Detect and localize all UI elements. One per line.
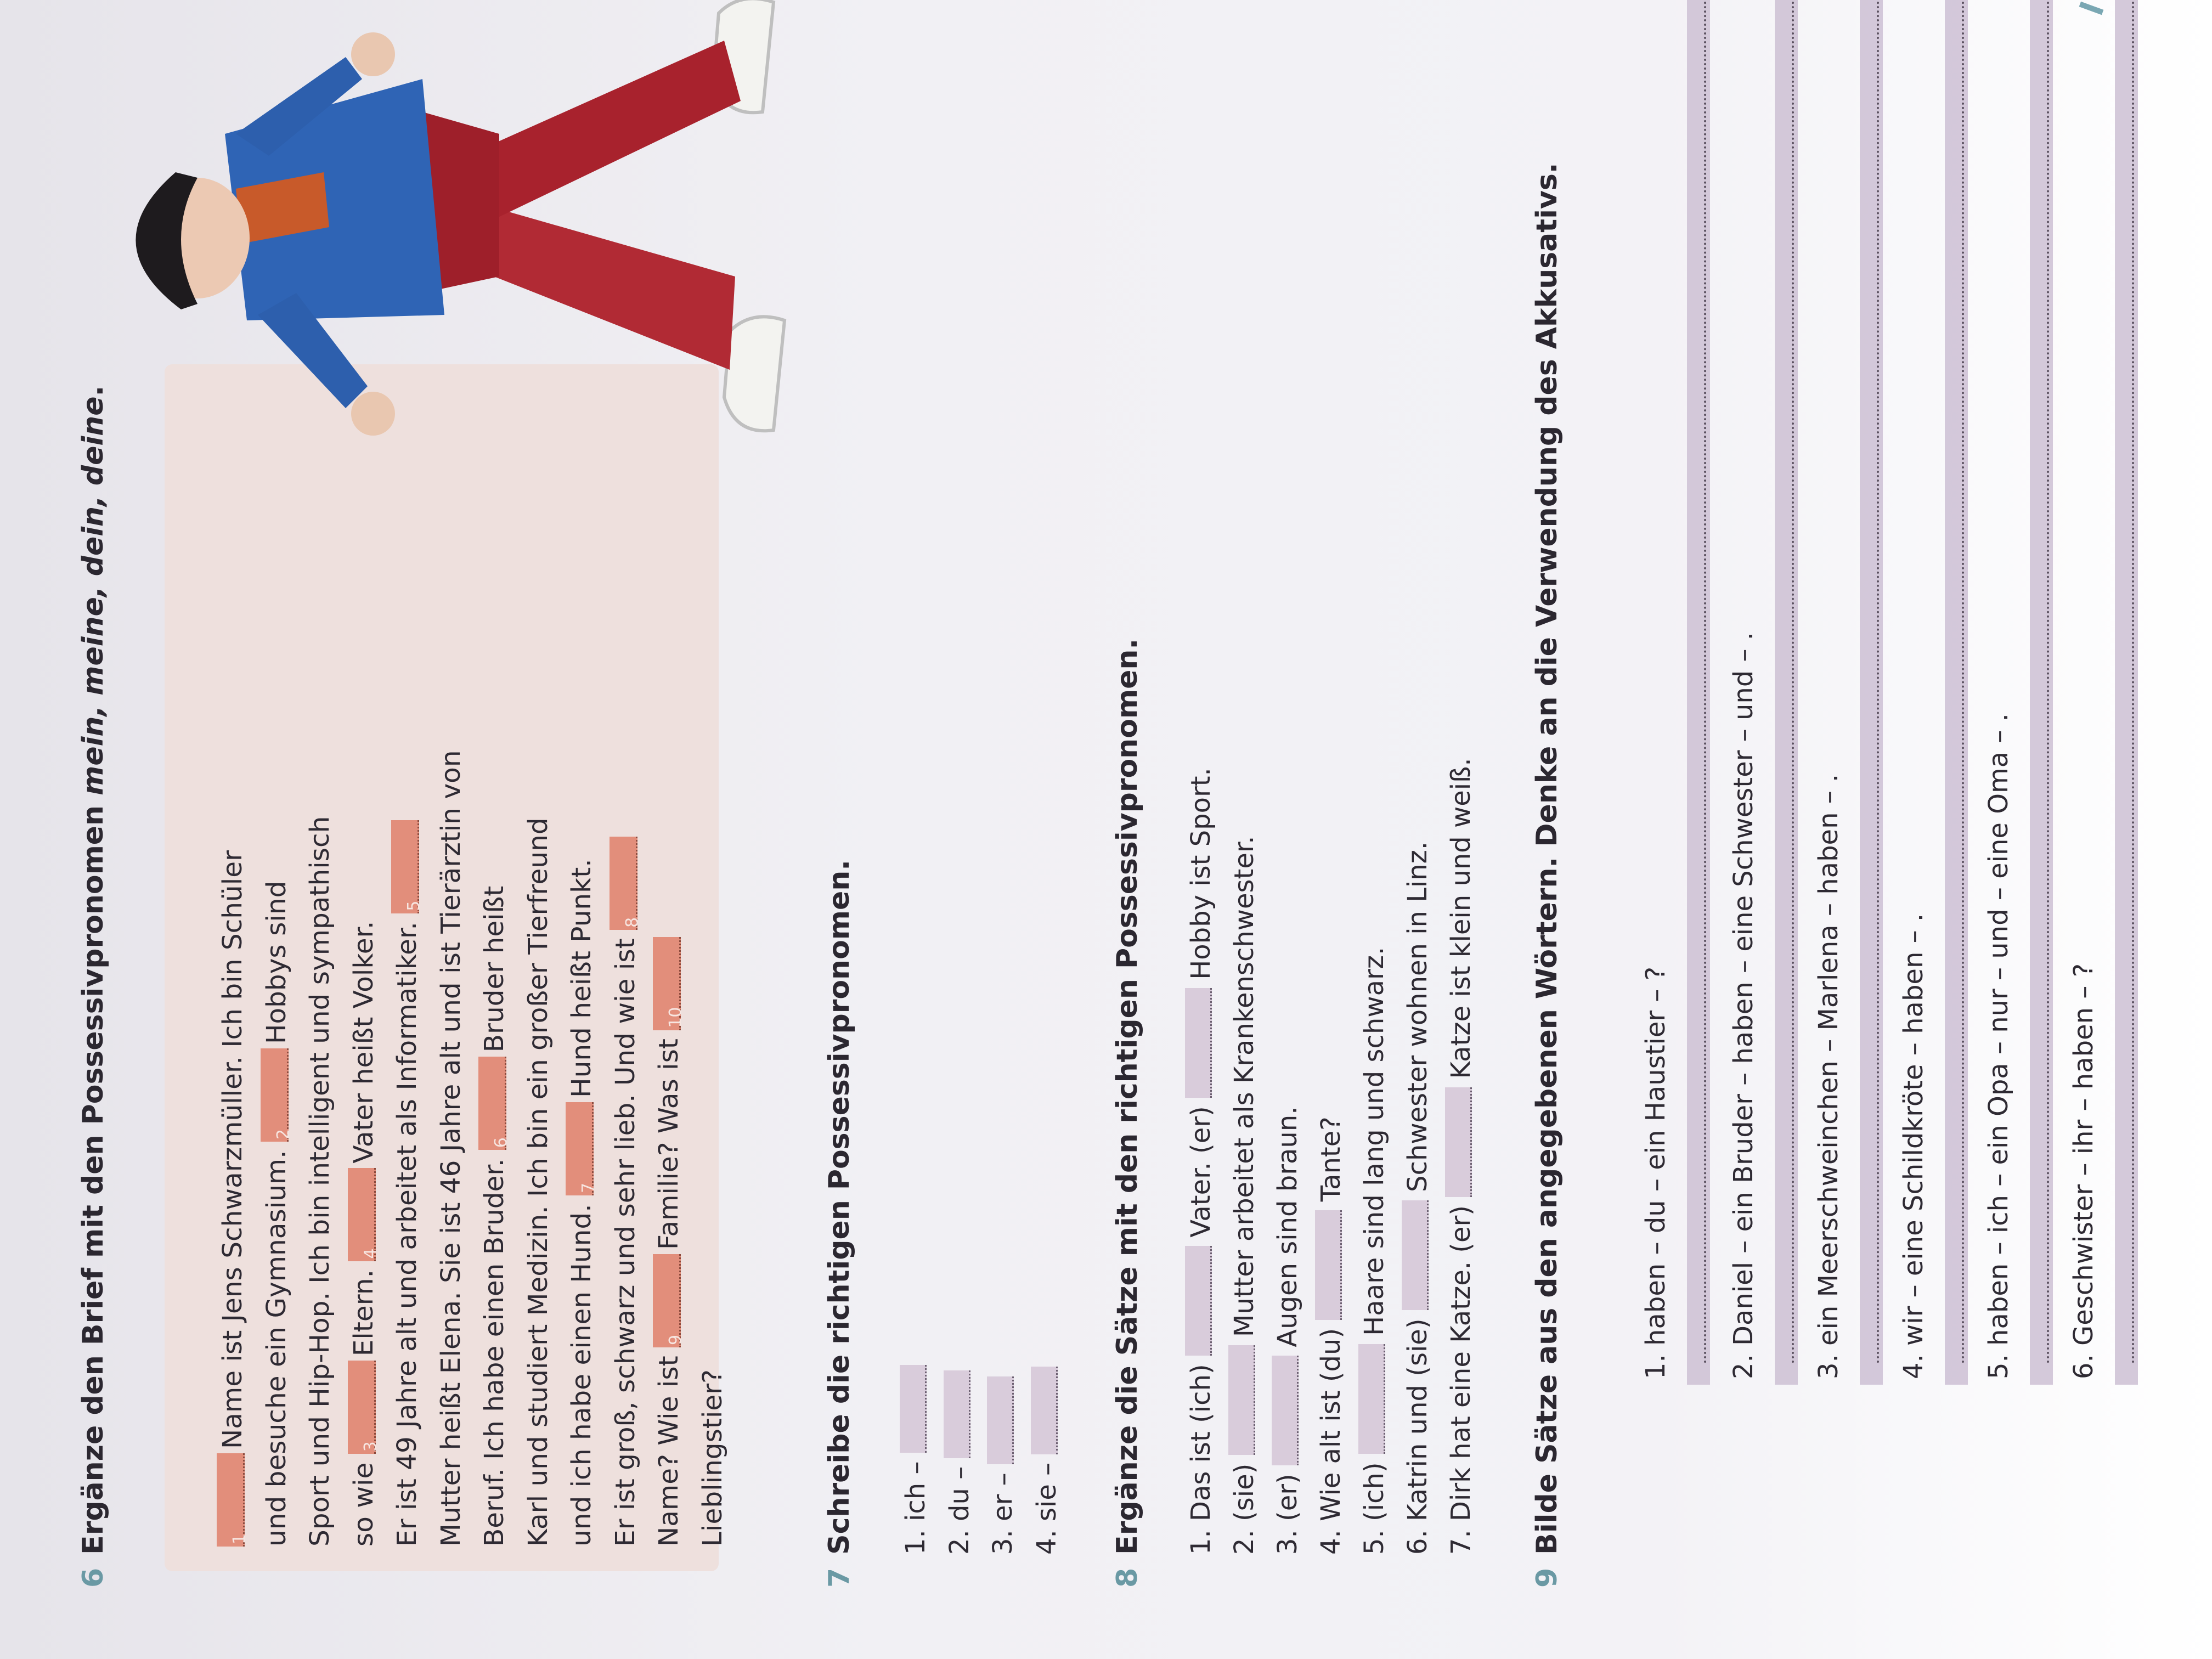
exercise-8-list: [1180, 758, 1483, 1555]
exercise-9-number: 9: [1531, 1567, 1564, 1588]
list-item: [1396, 758, 1440, 1555]
letter-text-span: und ich habe einen Hund.: [566, 1204, 597, 1547]
item-text: 2. (sie): [1229, 1463, 1260, 1555]
letter-text-span: Karl und studiert Medizin. Ich bin ein großer Tierfreund: [522, 817, 554, 1547]
exercise-7-heading: [823, 860, 856, 1588]
gap-number: 1: [230, 1533, 249, 1544]
answer-gap[interactable]: [1185, 988, 1212, 1098]
answer-gap[interactable]: [478, 1057, 511, 1150]
item-text: Hobby ist Sport.: [1186, 768, 1216, 980]
answer-bar[interactable]: [1687, 0, 1710, 1385]
exercise-6-title-end: .: [77, 385, 110, 397]
answer-line[interactable]: [1877, 0, 1879, 1363]
answer-bar[interactable]: [2030, 0, 2053, 1385]
answer-gap[interactable]: [566, 1102, 598, 1195]
answer-bar[interactable]: [2115, 0, 2138, 1385]
exercise-8-title: Ergänze die Sätze mit den richtigen Possessivpronomen.: [1111, 638, 1144, 1555]
list-item: [981, 1365, 1025, 1555]
answer-gap[interactable]: [391, 820, 424, 913]
answer-gap[interactable]: [653, 937, 685, 1030]
gap-number: 4: [360, 1248, 380, 1259]
item-text: Augen sind braun.: [1272, 1106, 1303, 1347]
item-text: 1. Das ist (ich): [1186, 1364, 1216, 1555]
list-item: [1353, 758, 1396, 1555]
answer-gap[interactable]: [1272, 1356, 1299, 1465]
answer-gap[interactable]: [610, 837, 642, 930]
answer-gap[interactable]: [348, 1361, 380, 1454]
answer-gap[interactable]: [944, 1370, 970, 1458]
hip-hop-dancer-illustration: [115, 0, 823, 551]
answer-gap[interactable]: [653, 1254, 685, 1347]
exercise-7-number: 7: [823, 1567, 856, 1588]
list-item: [1180, 758, 1223, 1555]
item-text: 3. er –: [988, 1472, 1018, 1555]
page-edge-mark: [2079, 2, 2104, 15]
list-item: [894, 1365, 938, 1555]
exercise-6-number: 6: [77, 1567, 110, 1588]
answer-bar[interactable]: [1945, 0, 1968, 1385]
answer-bar[interactable]: [1860, 0, 1883, 1385]
list-item: [1025, 1365, 1069, 1555]
letter-text-span: Mutter heißt Elena. Sie ist 46 Jahre alt und ist Tierärztin von: [435, 750, 466, 1547]
list-item: [938, 1365, 982, 1555]
answer-gap[interactable]: [1402, 1200, 1429, 1310]
letter-text-span: Name ist Jens Schwarzmüller. Ich bin Schüler: [217, 850, 248, 1449]
letter-text-span: Er ist 49 Jahre alt und arbeitet als Informatiker.: [392, 922, 422, 1547]
letter-text-span: Eltern.: [348, 1269, 379, 1357]
item-text: Katze ist klein und weiß.: [1446, 758, 1476, 1079]
item-text: Haare sind lang und schwarz.: [1359, 946, 1390, 1336]
gap-number: 5: [404, 900, 424, 911]
answer-gap[interactable]: [1315, 1210, 1342, 1320]
answer-gap[interactable]: [348, 1168, 380, 1261]
item-text: 2. du –: [944, 1466, 975, 1555]
exercise-6-heading: [77, 386, 110, 1588]
item-text: 4. Wie alt ist (du): [1316, 1328, 1346, 1555]
answer-gap[interactable]: [217, 1453, 249, 1547]
answer-gap[interactable]: [261, 1048, 293, 1142]
exercise-9-item: 5. haben – ich – ein Opa – nur – und – eine Oma – .: [1983, 713, 2014, 1379]
item-text: 4. sie –: [1031, 1462, 1062, 1555]
list-item: [1440, 758, 1483, 1555]
exercise-7-list: [894, 1365, 1069, 1555]
exercise-7-title: Schreibe die richtigen Possessivpronomen.: [823, 859, 856, 1555]
item-text: Vater. (er): [1186, 1106, 1216, 1238]
exercise-9-item: 2. Daniel – ein Bruder – haben – eine Schwester – und – .: [1728, 631, 1759, 1379]
answer-line[interactable]: [2132, 0, 2134, 1363]
gap-number: 3: [360, 1441, 380, 1452]
letter-text-span: Familie? Was ist: [653, 1039, 684, 1250]
item-text: 6. Katrin und (sie): [1402, 1318, 1433, 1555]
answer-gap[interactable]: [1445, 1087, 1472, 1197]
item-text: 5. (ich): [1359, 1462, 1390, 1555]
answer-gap[interactable]: [1185, 1246, 1212, 1356]
list-item: [1223, 758, 1266, 1555]
item-text: 1. ich –: [900, 1461, 931, 1555]
letter-text-span: Beruf. Ich habe einen Bruder.: [479, 1158, 510, 1547]
item-text: Schwester wohnen in Linz.: [1402, 841, 1433, 1192]
item-text: Mutter arbeitet als Krankenschwester.: [1229, 836, 1260, 1338]
list-item: [1310, 758, 1353, 1555]
answer-line[interactable]: [1792, 0, 1794, 1363]
exercise-9-item: 6. Geschwister – ihr – haben – ?: [2068, 963, 2099, 1379]
exercise-9-item: 3. ein Meerschweinchen – Marlena – haben – .: [1813, 774, 1844, 1379]
letter-text-span: Lieblingstier?: [697, 1369, 728, 1547]
gap-number: 8: [622, 917, 642, 928]
exercise-9-item: 1. haben – du – ein Haustier – ?: [1640, 966, 1671, 1379]
gap-number: 10: [666, 1007, 685, 1028]
exercise-9-heading: [1531, 162, 1564, 1588]
letter-text-span: Vater heißt Volker.: [348, 921, 379, 1164]
gap-number: 7: [579, 1182, 598, 1193]
gap-number: 2: [273, 1128, 293, 1139]
letter-text-span: Sport und Hip-Hop. Ich bin intelligent und sympathisch: [304, 816, 335, 1547]
letter-text-span: so wie: [348, 1462, 379, 1547]
item-text: Tante?: [1316, 1116, 1346, 1202]
exercise-6-title-words: mein, meine, dein, deine: [77, 396, 110, 795]
exercise-9-title: Bilde Sätze aus den angegebenen Wörtern. Denke an die Verwendung des Akkusativs.: [1531, 162, 1564, 1555]
exercise-8-heading: [1111, 639, 1144, 1588]
answer-gap[interactable]: [900, 1365, 927, 1453]
item-text: 3. (er): [1272, 1474, 1303, 1555]
gap-number: 6: [492, 1137, 511, 1148]
answer-gap[interactable]: [1031, 1367, 1058, 1454]
letter-text-span: Bruder heißt: [479, 885, 510, 1053]
item-text: 7. Dirk hat eine Katze. (er): [1446, 1205, 1476, 1555]
exercise-9-item: 4. wir – eine Schildkröte – haben – .: [1898, 913, 1929, 1379]
answer-gap[interactable]: [987, 1376, 1014, 1464]
exercise-8-number: 8: [1111, 1567, 1144, 1588]
letter-text-span: Er ist groß, schwarz und sehr lieb. Und wie ist: [610, 938, 641, 1547]
gap-number: 9: [666, 1334, 685, 1345]
exercise-6-title: Ergänze den Brief mit den Possessivpronomen: [77, 795, 110, 1555]
list-item: [1266, 758, 1310, 1555]
letter-text-span: Name? Wie ist: [653, 1356, 684, 1547]
answer-bar[interactable]: [1775, 0, 1798, 1385]
letter-text-span: Hobbys sind: [261, 881, 292, 1044]
letter-text-span: und besuche ein Gymnasium.: [261, 1150, 292, 1547]
answer-line[interactable]: [1704, 0, 1706, 1363]
answer-line[interactable]: [2047, 0, 2049, 1363]
answer-gap[interactable]: [1358, 1344, 1385, 1454]
answer-gap[interactable]: [1228, 1345, 1255, 1455]
letter-text-span: Hund heißt Punkt.: [566, 859, 597, 1098]
answer-line[interactable]: [1962, 0, 1964, 1363]
